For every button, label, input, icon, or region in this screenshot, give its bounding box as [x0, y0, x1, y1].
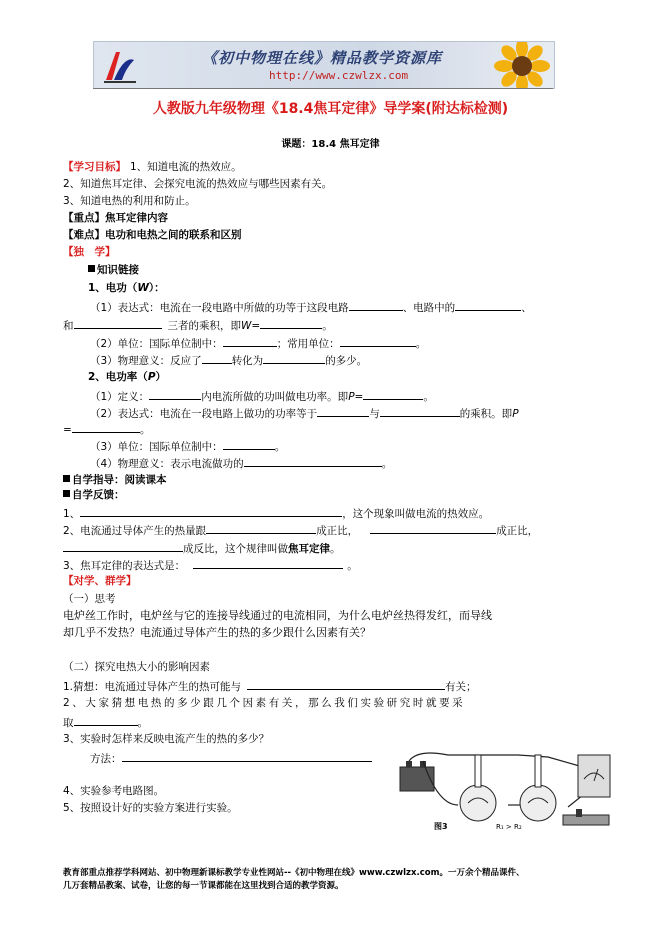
think-paragraph-1: 电炉丝工作时，电炉丝与它的连接导线通过的电流相同，为什么电炉丝热得发红，而导线: [63, 609, 492, 622]
footer: [63, 867, 603, 893]
blank[interactable]: [202, 352, 232, 364]
circuit-figure: [398, 745, 613, 835]
footer-line-1: 教育部重点推荐学科网站、初中物理新课标教学专业性网站--《初中物理在线》www.czwlzx.com。一万余个精品课件、: [63, 868, 525, 878]
blank[interactable]: [80, 505, 342, 517]
feedback-2: 2、电流通过导体产生的热量跟 成正比， 成正比，: [63, 522, 538, 538]
feedback-3: 成反比，这个规律叫做焦耳定律。: [63, 540, 341, 556]
knowledge-link-label: 知识链接: [97, 264, 139, 276]
blank[interactable]: [149, 388, 201, 400]
think-paragraph-2: 却几乎不发热？电流通过导体产生的热的多少跟什么因素有关？: [63, 626, 371, 639]
power-line-5: （4）物理意义：表示电流做功的 。: [90, 455, 392, 471]
blank[interactable]: [244, 455, 382, 467]
blank[interactable]: [260, 317, 322, 329]
lesson-title: 课题：18.4 焦耳定律: [281, 139, 380, 150]
work-line-2: 和 三者的乘积，即W= 。: [63, 317, 333, 333]
explore-3: 3、实验时怎样来反映电流产生的热的多少？: [63, 733, 270, 745]
explore-2: 2、大家猜想电热的多少跟几个因素有关，那么我们实验研究时就要采: [63, 697, 466, 709]
figure-resistance-label: R₁ > R₂: [496, 823, 522, 831]
feedback-heading: [63, 488, 125, 502]
explore-3-method: 方法：: [90, 750, 372, 766]
explore-title: （二）探究电热大小的影响因素: [63, 661, 210, 673]
blank[interactable]: [74, 714, 138, 726]
blank[interactable]: [206, 522, 316, 534]
blank[interactable]: [263, 352, 325, 364]
document-title: 人教版九年级物理《18.4焦耳定律》导学案(附达标检测): [152, 101, 509, 117]
group-study-label: 【对学、群学】: [63, 575, 137, 587]
power-heading: 2、电功率（P）: [88, 371, 167, 383]
sunflower-icon: [492, 41, 552, 89]
blank[interactable]: [247, 678, 445, 690]
blank[interactable]: [455, 299, 521, 311]
blank[interactable]: [349, 299, 403, 311]
goal-3: 3、知道电热的利用和防止。: [63, 195, 196, 207]
blank[interactable]: [340, 335, 416, 347]
bullet-square-icon: [63, 490, 70, 497]
blank[interactable]: [223, 438, 275, 450]
power-line-4: （3）单位：国际单位制中： 。: [90, 438, 285, 454]
explore-2-cont: 取 。: [63, 714, 148, 730]
feedback-1: 1、 ，这个现象叫做电流的热效应。: [63, 505, 489, 521]
blank[interactable]: [370, 522, 496, 534]
work-heading: 1、电功（W）：: [88, 282, 165, 294]
blank[interactable]: [63, 540, 183, 552]
ammeter-icon: [578, 755, 610, 797]
logo-icon: [102, 46, 138, 84]
blank[interactable]: [380, 405, 460, 417]
power-line-1: （1）定义： 内电流所做的功叫做电功率。即P= 。: [90, 388, 434, 404]
blank[interactable]: [74, 317, 162, 329]
blank[interactable]: [193, 557, 343, 569]
knowledge-link: [88, 263, 139, 277]
banner-title: 《初中物理在线》精品教学资源库: [202, 49, 443, 67]
bullet-square-icon: [88, 265, 95, 272]
blank[interactable]: [122, 750, 372, 762]
explore-5: 5、按照设计好的实验方案进行实验。: [63, 802, 238, 814]
power-line-2: （2）表达式：电流在一段电路上做功的功率等于 与 的乘积。即P: [90, 405, 519, 421]
feedback-label: 自学反馈：: [72, 489, 125, 501]
header-banner: [93, 41, 555, 89]
work-line-4: （3）物理意义：反应了 转化为 的多少。: [90, 352, 367, 368]
power-line-3: = 。: [63, 421, 150, 437]
key-point: 【重点】焦耳定律内容: [63, 212, 168, 224]
think-title: （一）思考: [63, 593, 116, 605]
explore-1: 1.猜想：电流通过导体产生的热可能与 有关；: [63, 678, 477, 694]
banner-url[interactable]: http://www.czwlzx.com: [269, 69, 409, 82]
work-line-1: （1）表达式：电流在一段电路中所做的功等于这段电路 、电路中的 、: [90, 299, 532, 315]
guide-label: 自学指导：阅读课本: [72, 474, 167, 486]
work-line-3: （2）单位：国际单位制中： ；常用单位： 。: [90, 335, 426, 351]
goal-1: 1、知道电流的热效应。: [130, 161, 242, 173]
explore-4: 4、实验参考电路图。: [63, 785, 165, 797]
blank[interactable]: [72, 421, 140, 433]
goals-line-1: [63, 160, 242, 174]
difficulty: 【难点】电功和电热之间的联系和区别: [63, 229, 242, 241]
guide-line: [63, 473, 167, 487]
goals-label: 【学习目标】: [63, 161, 126, 173]
feedback-4: 3、焦耳定律的表达式是： 。: [63, 557, 358, 573]
self-study-label: 【独 学】: [63, 246, 116, 258]
header-rule: [93, 88, 553, 89]
footer-line-2: 几万套精品教案、试卷，让您的每一节课都能在这里找到合适的教学资源。: [63, 881, 344, 891]
blank[interactable]: [317, 405, 369, 417]
bullet-square-icon: [63, 475, 70, 482]
blank[interactable]: [363, 388, 423, 400]
goal-2: 2、知道焦耳定律、会探究电流的热效应与哪些因素有关。: [63, 178, 333, 190]
blank[interactable]: [223, 335, 277, 347]
figure-caption: 图3: [434, 822, 448, 831]
